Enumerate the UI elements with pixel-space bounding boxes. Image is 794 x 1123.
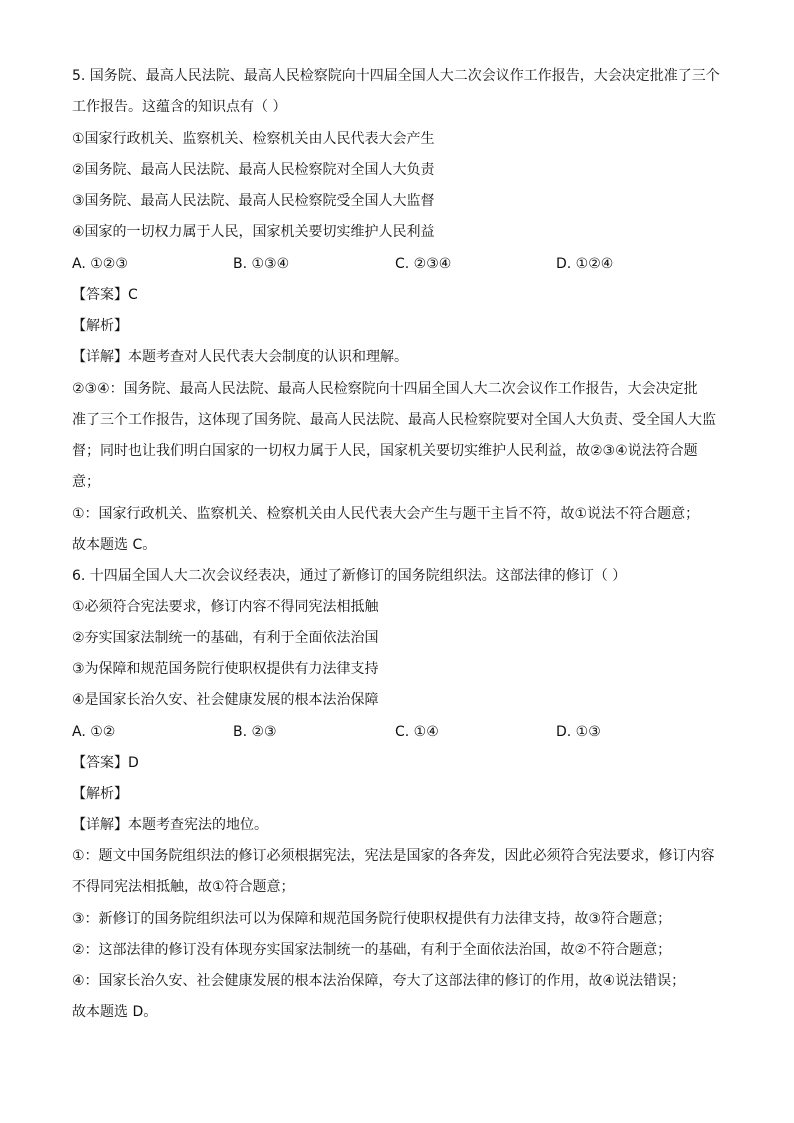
q5-option-c: C. ②③④ [395, 256, 452, 272]
q5-option-a: A. ①②③ [72, 256, 128, 272]
q6-item-1: ①必须符合宪法要求，修订内容不得同宪法相抵触 [72, 599, 379, 615]
q6-analysis-label: 【解析】 [72, 786, 128, 802]
q6-item-4: ④是国家长治久安、社会健康发展的根本法治保障 [72, 692, 379, 708]
q6-option-d: D. ①③ [556, 724, 601, 740]
q6-option-c: C. ①④ [395, 724, 439, 740]
q6-answer: 【答案】D [72, 755, 139, 771]
q6-detail: 【详解】本题考查宪法的地位。 [72, 817, 268, 833]
q6-stem-line1: 6. 十四届全国人大二次会议经表决，通过了新修订的国务院组织法。这部法律的修订（ ） [72, 568, 627, 584]
q5-option-b: B. ①③④ [233, 256, 290, 272]
q5-option-d: D. ①②④ [556, 256, 614, 272]
q6-explain-6: 故本题选 D。 [72, 1004, 158, 1020]
q5-item-3: ③国务院、最高人民法院、最高人民检察院受全国人大监督 [72, 193, 435, 209]
q6-explain-2: 不得同宪法相抵触，故①符合题意； [72, 879, 295, 895]
q6-item-2: ②夯实国家法制统一的基础，有利于全面依法治国 [72, 630, 379, 646]
q5-explain-5: ①：国家行政机关、监察机关、检察机关由人民代表大会产生与题干主旨不符，故①说法不符合题意； [72, 506, 700, 522]
q6-item-3: ③为保障和规范国务院行使职权提供有力法律支持 [72, 661, 379, 677]
q6-explain-5: ④：国家长治久安、社会健康发展的根本法治保障，夸大了这部法律的修订的作用，故④说法错误； [72, 973, 686, 989]
q5-stem-line2: 工作报告。这蕴含的知识点有（ ） [72, 99, 287, 115]
q5-explain-1: ②③④：国务院、最高人民法院、最高人民检察院向十四届全国人大二次会议作工作报告，大会决定批 [72, 381, 698, 397]
q5-detail: 【详解】本题考查对人民代表大会制度的认识和理解。 [72, 349, 408, 365]
q5-item-4: ④国家的一切权力属于人民，国家机关要切实维护人民利益 [72, 224, 435, 240]
q5-stem-line1: 5. 国务院、最高人民法院、最高人民检察院向十四届全国人大二次会议作工作报告，大会决定批准了三个 [72, 68, 720, 84]
q6-option-a: A. ①② [72, 724, 116, 740]
q5-options [72, 254, 712, 274]
q5-answer: 【答案】C [72, 287, 138, 303]
q6-option-b: B. ②③ [233, 724, 277, 740]
q5-explain-2: 准了三个工作报告，这体现了国务院、最高人民法院、最高人民检察院要对全国人大负责、受全国人大监 [72, 412, 716, 428]
q6-explain-4: ②：这部法律的修订没有体现夯实国家法制统一的基础，有利于全面依法治国，故②不符合题意； [72, 942, 672, 958]
q5-item-2: ②国务院、最高人民法院、最高人民检察院对全国人大负责 [72, 162, 435, 178]
q5-explain-3: 督；同时也让我们明白国家的一切权力属于人民，国家机关要切实维护人民利益，故②③④说法符合题 [72, 443, 698, 459]
q5-explain-4: 意； [72, 474, 100, 490]
q6-options [72, 722, 712, 742]
q6-explain-1: ①：题文中国务院组织法的修订必须根据宪法，宪法是国家的各奔发，因此必须符合宪法要求，修订内容 [72, 848, 715, 864]
q6-explain-3: ③：新修订的国务院组织法可以为保障和规范国务院行使职权提供有力法律支持，故③符合题意； [72, 911, 672, 927]
q5-item-1: ①国家行政机关、监察机关、检察机关由人民代表大会产生 [72, 131, 435, 147]
q5-explain-6: 故本题选 C。 [72, 537, 157, 553]
q5-analysis-label: 【解析】 [72, 318, 128, 334]
